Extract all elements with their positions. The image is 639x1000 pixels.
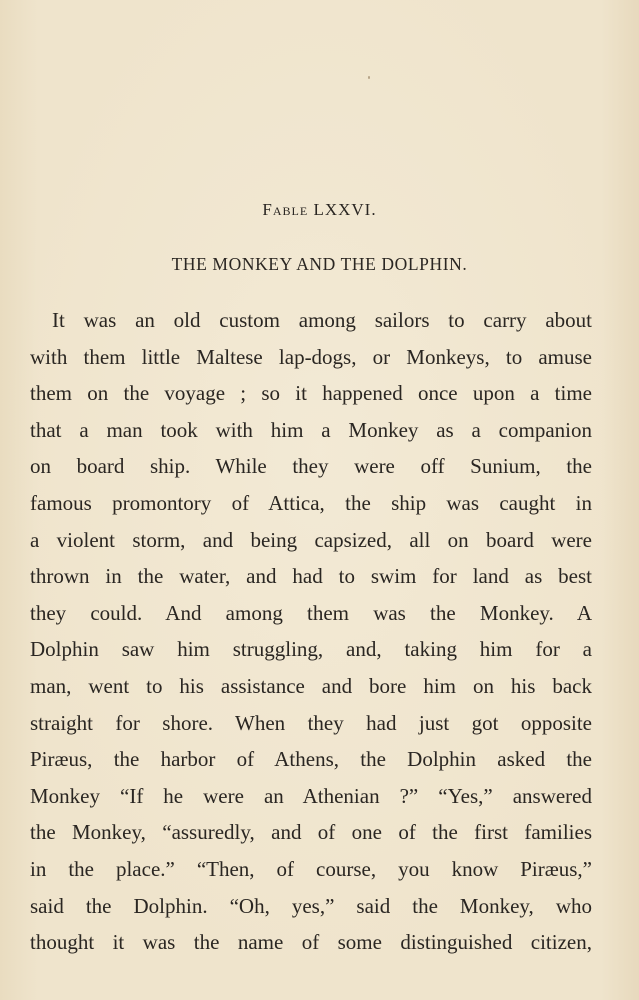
text-line: famous promontory of Attica, the ship was caught in [30, 490, 592, 515]
text-line: a violent storm, and being capsized, all on board were [30, 527, 592, 552]
text-line: Piræus, the harbor of Athens, the Dolphin asked the [30, 747, 592, 772]
text-line: man, went to his assistance and bore him on his back [30, 673, 592, 698]
fable-body [30, 302, 592, 961]
text-line: thought it was the name of some distinguished citizen, [30, 930, 592, 955]
text-line: said the Dolphin. “Oh, yes,” said the Monkey, who [30, 893, 592, 918]
fable-number-heading: Fable LXXVI. [262, 200, 377, 219]
paper-speck [368, 76, 370, 79]
text-line: straight for shore. When they had just got opposite [30, 710, 592, 735]
text-line: Dolphin saw him struggling, and, taking him for a [30, 637, 592, 662]
text-line: the Monkey, “assuredly, and of one of the first families [30, 820, 592, 845]
text-line: It was an old custom among sailors to carry about [52, 308, 592, 332]
text-line: on board ship. While they were off Sunium, the [30, 454, 592, 479]
text-line: that a man took with him a Monkey as a companion [30, 417, 592, 442]
text-line: in the place.” “Then, of course, you know Piræus,” [30, 856, 592, 881]
text-line: thrown in the water, and had to swim for land as best [30, 564, 592, 589]
text-line: with them little Maltese lap-dogs, or Monkeys, to amuse [30, 344, 592, 369]
text-line: they could. And among them was the Monkey. A [30, 600, 592, 625]
text-line: Monkey “If he were an Athenian ?” “Yes,” answered [30, 783, 592, 808]
text-line: them on the voyage ; so it happened once upon a time [30, 381, 592, 406]
fable-title: THE MONKEY AND THE DOLPHIN. [171, 254, 468, 274]
